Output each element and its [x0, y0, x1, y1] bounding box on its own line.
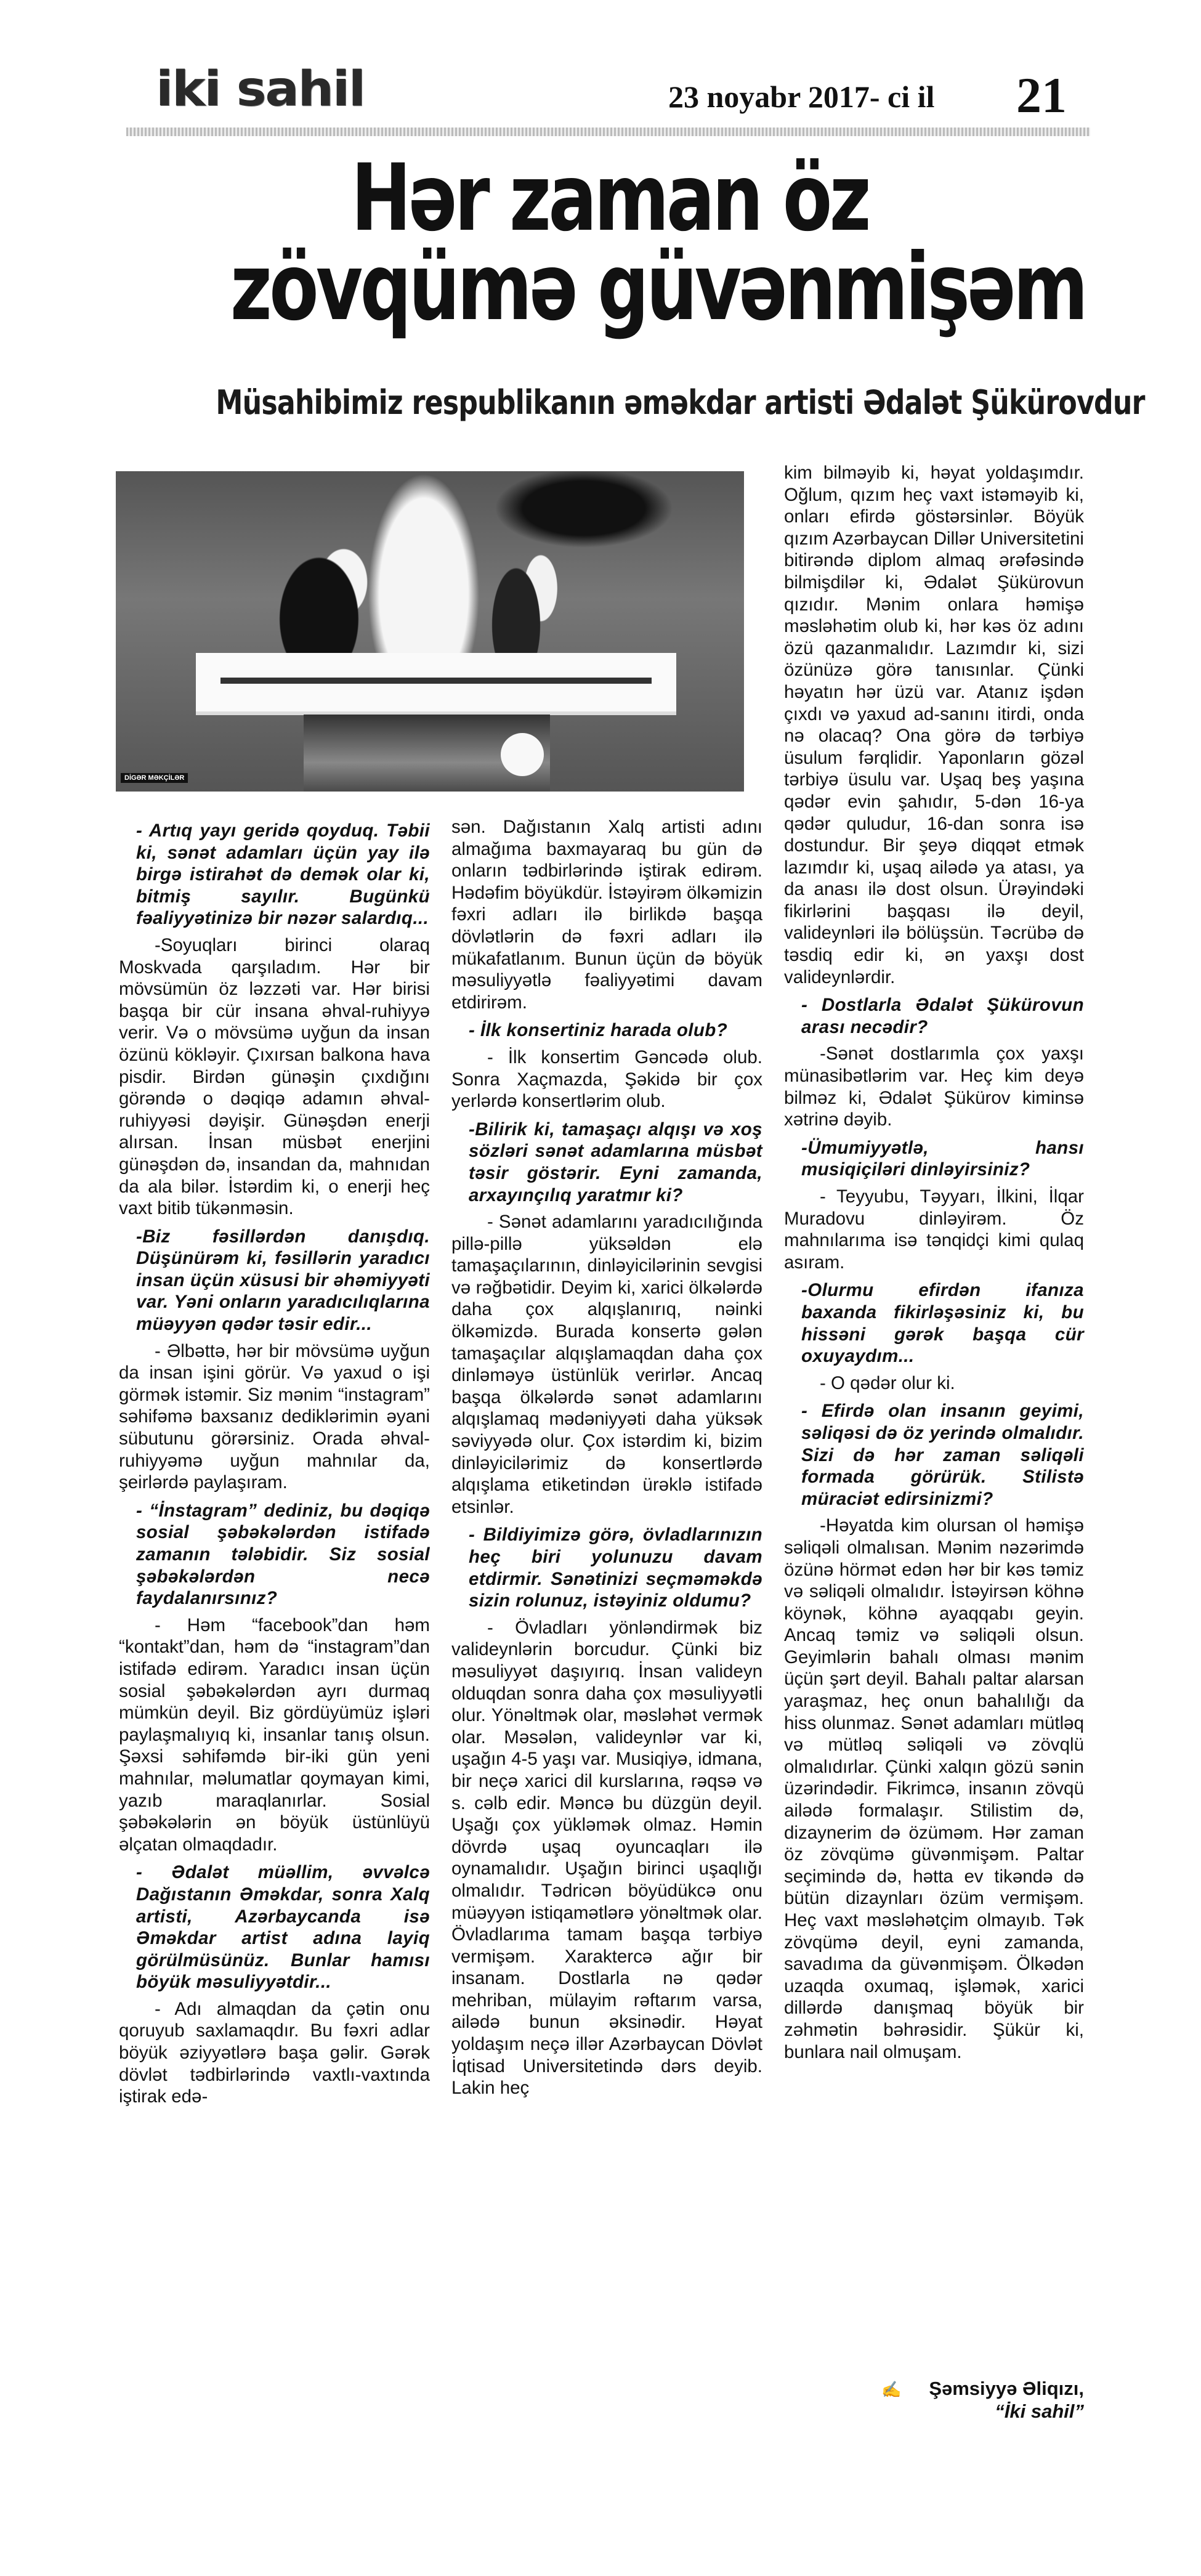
interview-answer: - Teyyubu, Təyyarı, İlkini, İlqar Muradovu dinləyirəm. Öz mahnılarıma isə tənqidçi kimi qulaq asıram. [784, 1186, 1084, 1273]
subheadline: Müsahibimiz respublikanın əməkdar artisti Ədalət Şükürovdur [216, 383, 1145, 422]
issue-date: 23 noyabr 2017- ci il [668, 79, 935, 114]
interview-answer: - O qədər olur ki. [820, 1372, 955, 1393]
interview-answer: - Sənət adamlarını yaradıcılığında pillə-pillə yüksəldən elə tamaşaçılarının, dinləyicilərinin sevgisi və rəğbətidir. Deyim ki, xarici ölkələrdə daha çox alqışlanırıq, nəinki ölkəmizdə. Burada konsertə gələn tamaşaçılar alqışlamaqdan daha çox dinləməyə üstünlük verirlər. Ancaq başqa ölkələrdə sənət adamlarını alqışlamaq mədəniyyəti daha yüksək səviyyədə olur. Çox istərdim ki, bizim dinləyicilərimiz də konsertlərdə alqışlama etiketindən ürəklə istifadə etsinlər. [451, 1212, 762, 1517]
interview-question: - Bildiyimizə görə, övladlarınızın heç biri yolunuzu davam etdirmir. Sənətinizi seçməməkdə sizin rolunuz, istəyiniz oldumu? [469, 1525, 762, 1611]
pen-icon: ✍ [881, 2380, 902, 2399]
interview-answer: kim bilməyib ki, həyat yoldaşımdır. Oğlum, qızım heç vaxt istəməyib ki, onları efirdə göstərsinlər. Böyük qızım Azərbaycan Dillər Universitetini bitirəndə diplom almaq ərəfəsində bilmişdilər ki, Ədalət Şükürovun qızıdır. Mənim onlara həmişə məsləhətim olub ki, hər kəs öz adını özü qazanmalıdır. Lazımdır ki, sizi özünüzə görə tanısınlar. Çünki həyatın hər üzü var. Atanız işdən çıxdı və yaxud ad-sanını itirdi, onda nə olacaq? Ona görə də tərbiyə üsulum fərqlidir. Yaponların gözəl tərbiyə üsulu var. Uşaq beş yaşına qədər evin şahıdır, 5-dən 16-ya qədər quludur, 16-dan sonra isə dostundur. Bir şeyə diqqət etmək lazımdır ki, uşaq ailədə ya atası, ya da anası ilə dost olsun. Ürəyindəki fikirlərini başqası ilə deyil, valideynləri ilə bölüşsün. Təcrübə də təsdiq edir ki, ən yaxşı dost valideynlərdir. [784, 463, 1084, 987]
interview-answer: -Həyatda kim olursan ol həmişə səliqəli olmalısan. Mənim nəzərimdə özünə hörmət edən hər bir kəs təmiz və səliqəli olmalıdır. İstəyirsən köhnə köynək, köhnə ayaqqabı geyin. Ancaq təmiz və səliqəli olsun. Geyimlərin bahalı olması mənim üçün şərt deyil. Bahalı paltar alarsan yaraşmaz, heç onun bahalılığı da hiss olunmaz. Sənət adamları mütləq və mütləq səliqəli və zövqlü olmalıdırlar. Çünki xalqın gözü sənin üzərindədir. Fikrimcə, insanın zövqü ailədə formalaşır. Stilistim də, dizaynerim də özüməm. Hər zaman öz zövqümə güvənmişəm. Paltar seçimində də, hətta ev tikəndə də bütün dizaynları özüm vermişəm. Heç vaxt məsləhətçim olmayıb. Tək zövqümə deyil, eyni zamanda, savadıma da güvənmişəm. Ölkədən uzaqda oxumaq, işləmək, xarici dillərdə danışmaq böyük bir zəhmətin bəhrəsidir. Şükür ki, bunlara nail olmuşam. [784, 1515, 1084, 2062]
interview-photo [116, 471, 744, 792]
headline-line-2: zövqümə güvənmişəm [230, 234, 1086, 341]
photo-watermark: DİGƏR MƏKÇİLƏR [121, 773, 188, 783]
interview-answer: sən. Dağıstanın Xalq artisti adını almağıma baxmayaraq bu gün də onların tədbirlərində iştirak edirəm. Hədəfim böyükdür. İstəyirəm ölkəmizin fəxri adları ilə birlikdə başqa dövlətlərin də fəxri adları ilə mükafatlanım. Bunun üçün də böyük məsuliyyətlə fəaliyyətimi davam etdirirəm. [451, 817, 762, 1013]
studio-light [501, 733, 544, 776]
interview-question: - Dostlarla Ədalət Şükürovun arası necədir? [801, 995, 1084, 1037]
article-column-3 [784, 462, 1084, 2069]
masthead-divider [126, 128, 1090, 136]
interview-question: - “İnstagram” dediniz, bu dəqiqə sosial şəbəkələrdən istifadə zamanın tələbidir. Siz sosial şəbəkələrdən necə faydalanırsınız? [136, 1500, 430, 1609]
interview-answer: - İlk konsertim Gəncədə olub. Sonra Xaçmazda, Şəkidə bir çox yerlərdə konsertlərim olub. [451, 1047, 762, 1112]
byline [862, 2378, 1084, 2423]
interview-question: -Biz fəsillərdən danışdıq. Düşünürəm ki, fəsillərin yaradıcı insan üçün xüsusi bir əhəmiyyəti var. Yəni onların yaradıcılıqlarına müəyyən qədər təsir edir... [136, 1226, 430, 1335]
newspaper-logo: iki sahil [156, 62, 365, 117]
publication-name: “İki sahil” [995, 2400, 1084, 2422]
article-column-1 [119, 816, 430, 2114]
interview-question: - İlk konsertiniz harada olub? [469, 1020, 728, 1041]
interview-answer: - Adı almaqdan da çətin onu qoruyub saxlamaqdır. Bu fəxri adlar böyük əziyyətlərə başa gəlir. Gərək dövlət tədbirlərində vaxtlı-vaxtında iştirak edə- [119, 1998, 430, 2107]
interview-answer: - Əlbəttə, hər bir mövsümə uyğun da insan işini görür. Və yaxud o işi görmək istəmir. Siz mənim “instagram” səhifəmə baxsanız dediklərimin əyani sübutunu görərsiniz. Orada əhval-ruhiyyəmə uyğun mahnılar da, şeirlərdə paylaşıram. [119, 1340, 430, 1493]
interview-question: - Artıq yayı geridə qoyduq. Təbii ki, sənət adamları üçün yay ilə birgə istirahət də demək olar ki, bitmiş sayılır. Bugünkü fəaliyyətinizə bir nəzər salardıq... [136, 820, 430, 929]
headline-line-1: Hər zaman öz [351, 145, 868, 252]
studio-desk [196, 653, 676, 715]
interview-question: - Ədalət müəllim, əvvəlcə Dağıstanın Əməkdar, sonra Xalq artisti, Azərbaycanda isə Əməkdar artist adına layiq görülmüsünüz. Bunlar hamısı böyük məsuliyyətdir... [136, 1862, 430, 1993]
headline [230, 145, 1086, 341]
interview-question: -Ümumiyyətlə, hansı musiqiçiləri dinləyirsiniz? [801, 1137, 1084, 1180]
interview-answer: -Sənət dostlarımla çox yaxşı münasibətlərim var. Heç kim deyə bilməz ki, Ədalət Şükürov kiminsə xətrinə dəyib. [784, 1043, 1084, 1130]
interview-question: -Olurmu efirdən ifanıza baxanda fikirləşəsiniz ki, bu hissəni gərək başqa cür oxuyaydım... [801, 1280, 1084, 1367]
desk-slot [220, 678, 652, 684]
interview-answer: -Soyuqları birinci olaraq Moskvada qarşıladım. Hər bir mövsümün öz ləzzəti var. Hər birisi başqa bir cür insana əhval-ruhiyyə verir. Və o mövsümə uyğun da insan özünü kökləyir. Çıxırsan balkona hava pisdir. Birdən günəşin çıxdığını görəndə o dəqiqə adamın əhval-ruhiyyəsi dəyişir. Günəşdən enerji alırsan. İnsan müsbət enerjini günəşdən də, insandan da, mahnıdan da ala bilər. İstərdim ki, o enerji heç vaxt bitib tükənməsin. [119, 934, 430, 1219]
interview-question: -Bilirik ki, tamaşaçı alqışı və xoş sözləri sənət adamlarına müsbət təsir göstərir. Eyni zamanda, arxayınçılıq yaratmır ki? [469, 1119, 762, 1205]
article-column-2 [451, 816, 762, 2105]
masthead [126, 62, 1090, 123]
interview-question: - Efirdə olan insanın geyimi, səliqəsi də öz yerində olmalıdır. Sizi də hər zaman səliqəli formada görürük. Stilistə müraciət edirsinizmi? [801, 1401, 1084, 1509]
interview-answer: - Övladları yönləndirmək biz valideynlərin borcudur. Çünki biz məsuliyyət daşıyırıq. İnsan valideyn olduqdan sonra daha çox məsuliyyətli olur. Yönəltmək olar, məsləhət vermək olar. Məsələn, valideynlər var ki, uşağın 4-5 yaşı var. Musiqiyə, idmana, bir neçə xarici dil kurslarına, rəqsə və s. cəlb edir. Məncə bu düzgün deyil. Uşağı çox yükləmək olmaz. Həmin dövrdə uşaq oyuncaqları ilə oynamalıdır. Uşağın birinci uşaqlığı olmalıdır. Tədricən böyüdükcə onu müəyyən istiqamətlərə yönəltmək olar. Övladlarıma tamam başqa tərbiyə vermişəm. Xaraktercə ağır bir insanam. Dostlarla nə qədər mehriban, mülayim rəftarım varsa, ailədə bunun əksinədir. Həyat yoldaşım neçə illər Azərbaycan Dövlət İqtisad Universitetində dərs deyib. Lakin heç [451, 1617, 762, 2099]
author-name: Şəmsiyyə Əliqızı, [929, 2378, 1084, 2399]
studio-screen [304, 715, 550, 792]
interview-answer: - Həm “facebook”dan həm “kontakt”dan, həm də “instagram”dan istifadə edirəm. Yaradıcı insan üçün sosial şəbəkələrdən ayrı durmaq mümkün deyil. Biz gördüyümüz işləri paylaşmalıyıq ki, insanlar tanış olsun. Şəxsi səhifəmdə bir-iki gün yeni mahnılar, məlumatlar qoymayan kimi, yazıb maraqlanırlar. Sosial şəbəkələrin ən böyük üstünlüyü əlçatan olmaqdadır. [119, 1614, 430, 1855]
page-number: 21 [1016, 67, 1067, 123]
